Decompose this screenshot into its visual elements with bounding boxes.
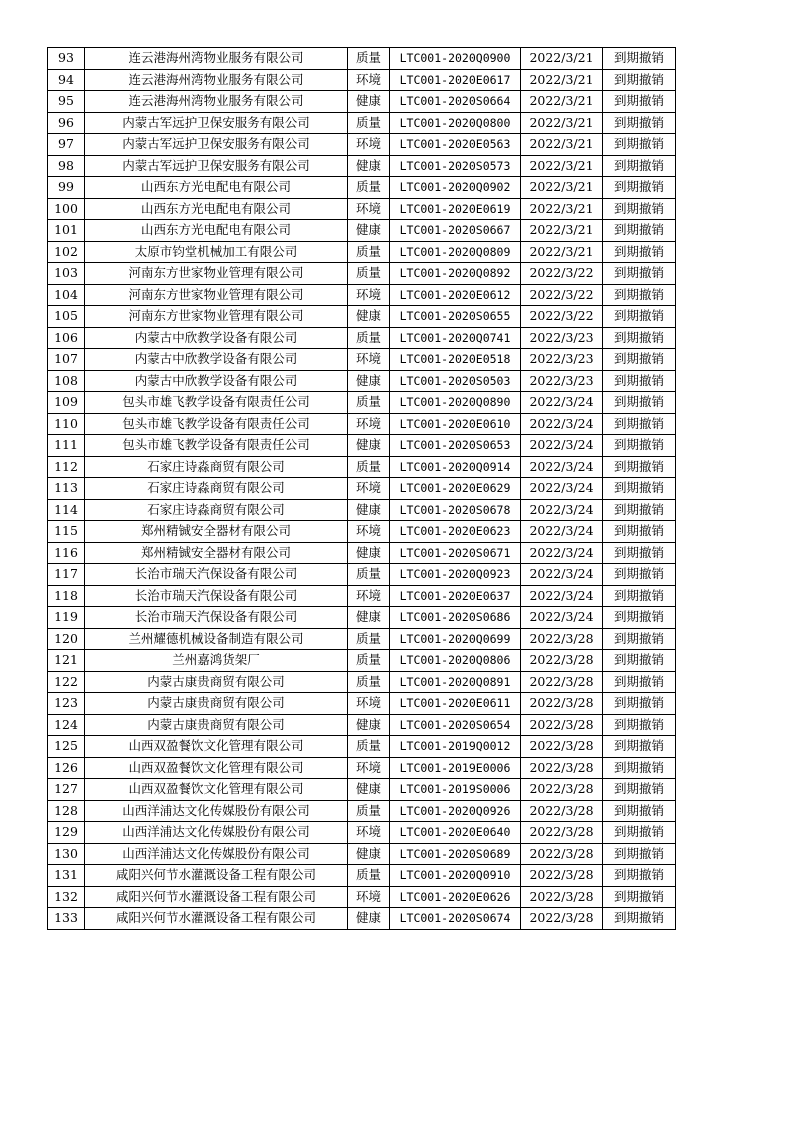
company-name-cell: 山西东方光电配电有限公司 [85, 198, 348, 220]
certification-type-cell: 质量 [348, 241, 390, 263]
table-row [48, 736, 676, 758]
table-row [48, 865, 676, 887]
table-row [48, 112, 676, 134]
revocation-date-cell: 2022/3/28 [521, 671, 603, 693]
certification-type-cell: 质量 [348, 650, 390, 672]
status-cell: 到期撤销 [603, 91, 676, 113]
certification-type-cell: 环境 [348, 757, 390, 779]
certificate-number-cell: LTC001-2020S0664 [390, 91, 521, 113]
certification-type-cell: 环境 [348, 521, 390, 543]
company-name-cell: 山西洋浦达文化传媒股份有限公司 [85, 843, 348, 865]
status-cell: 到期撤销 [603, 435, 676, 457]
certificate-number-cell: LTC001-2020E0640 [390, 822, 521, 844]
certification-type-cell: 质量 [348, 671, 390, 693]
row-number-cell: 99 [48, 177, 85, 199]
certificate-number-cell: LTC001-2020Q0914 [390, 456, 521, 478]
company-name-cell: 山西洋浦达文化传媒股份有限公司 [85, 822, 348, 844]
revocation-date-cell: 2022/3/23 [521, 349, 603, 371]
company-name-cell: 内蒙古康贵商贸有限公司 [85, 671, 348, 693]
certificate-number-cell: LTC001-2020Q0741 [390, 327, 521, 349]
row-number-cell: 94 [48, 69, 85, 91]
certification-type-cell: 质量 [348, 112, 390, 134]
company-name-cell: 内蒙古中欣教学设备有限公司 [85, 349, 348, 371]
status-cell: 到期撤销 [603, 134, 676, 156]
status-cell: 到期撤销 [603, 48, 676, 70]
table-row [48, 499, 676, 521]
certification-type-cell: 环境 [348, 478, 390, 500]
row-number-cell: 123 [48, 693, 85, 715]
company-name-cell: 咸阳兴何节水灌溉设备工程有限公司 [85, 908, 348, 930]
company-name-cell: 包头市雄飞教学设备有限责任公司 [85, 413, 348, 435]
revocation-date-cell: 2022/3/21 [521, 177, 603, 199]
status-cell: 到期撤销 [603, 822, 676, 844]
company-name-cell: 郑州精铖安全器材有限公司 [85, 542, 348, 564]
status-cell: 到期撤销 [603, 69, 676, 91]
table-row [48, 671, 676, 693]
certificate-number-cell: LTC001-2020Q0892 [390, 263, 521, 285]
table-row [48, 714, 676, 736]
table-row [48, 564, 676, 586]
revocation-date-cell: 2022/3/21 [521, 112, 603, 134]
certification-type-cell: 环境 [348, 693, 390, 715]
row-number-cell: 119 [48, 607, 85, 629]
row-number-cell: 108 [48, 370, 85, 392]
table-row [48, 392, 676, 414]
certificate-number-cell: LTC001-2020S0655 [390, 306, 521, 328]
certificate-number-cell: LTC001-2019Q0012 [390, 736, 521, 758]
company-name-cell: 内蒙古军远护卫保安服务有限公司 [85, 112, 348, 134]
revocation-date-cell: 2022/3/21 [521, 220, 603, 242]
table-row [48, 542, 676, 564]
revocation-date-cell: 2022/3/28 [521, 714, 603, 736]
table-row [48, 800, 676, 822]
status-cell: 到期撤销 [603, 865, 676, 887]
table-row [48, 69, 676, 91]
certification-type-cell: 健康 [348, 542, 390, 564]
certification-type-cell: 质量 [348, 392, 390, 414]
table-row [48, 134, 676, 156]
status-cell: 到期撤销 [603, 413, 676, 435]
table-row [48, 370, 676, 392]
company-name-cell: 内蒙古中欣教学设备有限公司 [85, 327, 348, 349]
certificate-number-cell: LTC001-2020Q0910 [390, 865, 521, 887]
certification-type-cell: 质量 [348, 800, 390, 822]
status-cell: 到期撤销 [603, 306, 676, 328]
certification-type-cell: 质量 [348, 327, 390, 349]
certification-type-cell: 环境 [348, 284, 390, 306]
certification-type-cell: 环境 [348, 198, 390, 220]
revocation-date-cell: 2022/3/28 [521, 779, 603, 801]
certificate-number-cell: LTC001-2020Q0902 [390, 177, 521, 199]
row-number-cell: 128 [48, 800, 85, 822]
certification-type-cell: 健康 [348, 607, 390, 629]
certification-type-cell: 健康 [348, 306, 390, 328]
certification-type-cell: 环境 [348, 886, 390, 908]
status-cell: 到期撤销 [603, 478, 676, 500]
status-cell: 到期撤销 [603, 370, 676, 392]
table-row [48, 91, 676, 113]
status-cell: 到期撤销 [603, 607, 676, 629]
revocation-date-cell: 2022/3/21 [521, 241, 603, 263]
status-cell: 到期撤销 [603, 736, 676, 758]
certificate-table [47, 47, 676, 930]
table-row [48, 628, 676, 650]
certificate-number-cell: LTC001-2020S0503 [390, 370, 521, 392]
revocation-date-cell: 2022/3/24 [521, 478, 603, 500]
status-cell: 到期撤销 [603, 542, 676, 564]
revocation-date-cell: 2022/3/21 [521, 198, 603, 220]
row-number-cell: 117 [48, 564, 85, 586]
status-cell: 到期撤销 [603, 241, 676, 263]
table-row [48, 284, 676, 306]
certification-type-cell: 质量 [348, 48, 390, 70]
certificate-number-cell: LTC001-2020S0686 [390, 607, 521, 629]
row-number-cell: 93 [48, 48, 85, 70]
status-cell: 到期撤销 [603, 327, 676, 349]
company-name-cell: 咸阳兴何节水灌溉设备工程有限公司 [85, 865, 348, 887]
row-number-cell: 121 [48, 650, 85, 672]
revocation-date-cell: 2022/3/28 [521, 757, 603, 779]
revocation-date-cell: 2022/3/24 [521, 435, 603, 457]
certification-type-cell: 健康 [348, 499, 390, 521]
row-number-cell: 110 [48, 413, 85, 435]
table-row [48, 757, 676, 779]
certificate-number-cell: LTC001-2020Q0900 [390, 48, 521, 70]
row-number-cell: 116 [48, 542, 85, 564]
status-cell: 到期撤销 [603, 499, 676, 521]
status-cell: 到期撤销 [603, 392, 676, 414]
certification-type-cell: 环境 [348, 134, 390, 156]
certificate-number-cell: LTC001-2020S0654 [390, 714, 521, 736]
row-number-cell: 101 [48, 220, 85, 242]
certification-type-cell: 质量 [348, 564, 390, 586]
certificate-number-cell: LTC001-2020S0667 [390, 220, 521, 242]
revocation-date-cell: 2022/3/28 [521, 650, 603, 672]
row-number-cell: 112 [48, 456, 85, 478]
revocation-date-cell: 2022/3/28 [521, 628, 603, 650]
table-row [48, 693, 676, 715]
row-number-cell: 125 [48, 736, 85, 758]
company-name-cell: 咸阳兴何节水灌溉设备工程有限公司 [85, 886, 348, 908]
revocation-date-cell: 2022/3/28 [521, 886, 603, 908]
table-row [48, 327, 676, 349]
certificate-number-cell: LTC001-2019S0006 [390, 779, 521, 801]
certification-type-cell: 质量 [348, 736, 390, 758]
table-row [48, 779, 676, 801]
table-row [48, 48, 676, 70]
certification-type-cell: 质量 [348, 456, 390, 478]
certificate-number-cell: LTC001-2020Q0809 [390, 241, 521, 263]
table-row [48, 435, 676, 457]
certification-type-cell: 健康 [348, 155, 390, 177]
certificate-number-cell: LTC001-2020Q0891 [390, 671, 521, 693]
certificate-number-cell: LTC001-2019E0006 [390, 757, 521, 779]
row-number-cell: 100 [48, 198, 85, 220]
revocation-date-cell: 2022/3/23 [521, 370, 603, 392]
revocation-date-cell: 2022/3/22 [521, 263, 603, 285]
company-name-cell: 山西双盈餐饮文化管理有限公司 [85, 757, 348, 779]
row-number-cell: 126 [48, 757, 85, 779]
company-name-cell: 连云港海州湾物业服务有限公司 [85, 69, 348, 91]
row-number-cell: 115 [48, 521, 85, 543]
company-name-cell: 河南东方世家物业管理有限公司 [85, 284, 348, 306]
company-name-cell: 山西洋浦达文化传媒股份有限公司 [85, 800, 348, 822]
revocation-date-cell: 2022/3/24 [521, 521, 603, 543]
certification-type-cell: 健康 [348, 779, 390, 801]
table-row [48, 843, 676, 865]
certificate-number-cell: LTC001-2020Q0699 [390, 628, 521, 650]
table-row [48, 585, 676, 607]
certificate-number-cell: LTC001-2020E0637 [390, 585, 521, 607]
company-name-cell: 包头市雄飞教学设备有限责任公司 [85, 392, 348, 414]
table-row [48, 263, 676, 285]
row-number-cell: 132 [48, 886, 85, 908]
certificate-number-cell: LTC001-2020Q0800 [390, 112, 521, 134]
certificate-number-cell: LTC001-2020S0671 [390, 542, 521, 564]
revocation-date-cell: 2022/3/24 [521, 392, 603, 414]
table-row [48, 155, 676, 177]
company-name-cell: 山西东方光电配电有限公司 [85, 220, 348, 242]
certificate-number-cell: LTC001-2020E0612 [390, 284, 521, 306]
row-number-cell: 102 [48, 241, 85, 263]
certificate-number-cell: LTC001-2020Q0806 [390, 650, 521, 672]
table-row [48, 908, 676, 930]
row-number-cell: 97 [48, 134, 85, 156]
company-name-cell: 内蒙古康贵商贸有限公司 [85, 714, 348, 736]
revocation-date-cell: 2022/3/21 [521, 91, 603, 113]
revocation-date-cell: 2022/3/22 [521, 284, 603, 306]
table-row [48, 220, 676, 242]
status-cell: 到期撤销 [603, 886, 676, 908]
certification-type-cell: 环境 [348, 69, 390, 91]
company-name-cell: 内蒙古军远护卫保安服务有限公司 [85, 134, 348, 156]
company-name-cell: 太原市钧堂机械加工有限公司 [85, 241, 348, 263]
row-number-cell: 109 [48, 392, 85, 414]
certificate-number-cell: LTC001-2020E0611 [390, 693, 521, 715]
certification-type-cell: 环境 [348, 585, 390, 607]
table-row [48, 886, 676, 908]
certification-type-cell: 健康 [348, 370, 390, 392]
row-number-cell: 105 [48, 306, 85, 328]
company-name-cell: 长治市瑞天汽保设备有限公司 [85, 564, 348, 586]
status-cell: 到期撤销 [603, 585, 676, 607]
table-row [48, 306, 676, 328]
row-number-cell: 114 [48, 499, 85, 521]
row-number-cell: 120 [48, 628, 85, 650]
certification-type-cell: 健康 [348, 91, 390, 113]
table-row [48, 521, 676, 543]
company-name-cell: 长治市瑞天汽保设备有限公司 [85, 585, 348, 607]
company-name-cell: 兰州嘉鸿货架厂 [85, 650, 348, 672]
status-cell: 到期撤销 [603, 779, 676, 801]
status-cell: 到期撤销 [603, 284, 676, 306]
table-row [48, 349, 676, 371]
status-cell: 到期撤销 [603, 843, 676, 865]
company-name-cell: 山西东方光电配电有限公司 [85, 177, 348, 199]
certification-type-cell: 环境 [348, 349, 390, 371]
status-cell: 到期撤销 [603, 693, 676, 715]
row-number-cell: 113 [48, 478, 85, 500]
revocation-date-cell: 2022/3/24 [521, 413, 603, 435]
company-name-cell: 河南东方世家物业管理有限公司 [85, 263, 348, 285]
revocation-date-cell: 2022/3/28 [521, 736, 603, 758]
revocation-date-cell: 2022/3/24 [521, 542, 603, 564]
status-cell: 到期撤销 [603, 757, 676, 779]
status-cell: 到期撤销 [603, 456, 676, 478]
certificate-number-cell: LTC001-2020Q0926 [390, 800, 521, 822]
company-name-cell: 包头市雄飞教学设备有限责任公司 [85, 435, 348, 457]
status-cell: 到期撤销 [603, 714, 676, 736]
certificate-number-cell: LTC001-2020E0619 [390, 198, 521, 220]
certification-type-cell: 质量 [348, 628, 390, 650]
certificate-number-cell: LTC001-2020S0689 [390, 843, 521, 865]
certificate-number-cell: LTC001-2020S0674 [390, 908, 521, 930]
status-cell: 到期撤销 [603, 521, 676, 543]
revocation-date-cell: 2022/3/28 [521, 693, 603, 715]
table-row [48, 650, 676, 672]
status-cell: 到期撤销 [603, 671, 676, 693]
table-row [48, 822, 676, 844]
revocation-date-cell: 2022/3/24 [521, 456, 603, 478]
revocation-date-cell: 2022/3/24 [521, 607, 603, 629]
company-name-cell: 郑州精铖安全器材有限公司 [85, 521, 348, 543]
status-cell: 到期撤销 [603, 177, 676, 199]
revocation-date-cell: 2022/3/21 [521, 69, 603, 91]
status-cell: 到期撤销 [603, 800, 676, 822]
table-row [48, 413, 676, 435]
row-number-cell: 103 [48, 263, 85, 285]
table-row [48, 177, 676, 199]
row-number-cell: 104 [48, 284, 85, 306]
company-name-cell: 石家庄诗淼商贸有限公司 [85, 456, 348, 478]
status-cell: 到期撤销 [603, 650, 676, 672]
certification-type-cell: 质量 [348, 177, 390, 199]
company-name-cell: 山西双盈餐饮文化管理有限公司 [85, 779, 348, 801]
certificate-number-cell: LTC001-2020Q0890 [390, 392, 521, 414]
row-number-cell: 95 [48, 91, 85, 113]
row-number-cell: 122 [48, 671, 85, 693]
revocation-date-cell: 2022/3/24 [521, 585, 603, 607]
certificate-number-cell: LTC001-2020E0623 [390, 521, 521, 543]
status-cell: 到期撤销 [603, 263, 676, 285]
revocation-date-cell: 2022/3/28 [521, 865, 603, 887]
row-number-cell: 96 [48, 112, 85, 134]
revocation-date-cell: 2022/3/21 [521, 48, 603, 70]
certification-type-cell: 环境 [348, 413, 390, 435]
status-cell: 到期撤销 [603, 220, 676, 242]
company-name-cell: 内蒙古中欣教学设备有限公司 [85, 370, 348, 392]
row-number-cell: 98 [48, 155, 85, 177]
row-number-cell: 129 [48, 822, 85, 844]
company-name-cell: 内蒙古军远护卫保安服务有限公司 [85, 155, 348, 177]
table-row [48, 607, 676, 629]
table-row [48, 241, 676, 263]
revocation-date-cell: 2022/3/28 [521, 822, 603, 844]
revocation-date-cell: 2022/3/23 [521, 327, 603, 349]
status-cell: 到期撤销 [603, 908, 676, 930]
certificate-number-cell: LTC001-2020E0617 [390, 69, 521, 91]
revocation-date-cell: 2022/3/28 [521, 908, 603, 930]
status-cell: 到期撤销 [603, 155, 676, 177]
table-body [48, 48, 676, 930]
status-cell: 到期撤销 [603, 112, 676, 134]
certification-type-cell: 健康 [348, 843, 390, 865]
company-name-cell: 长治市瑞天汽保设备有限公司 [85, 607, 348, 629]
revocation-date-cell: 2022/3/28 [521, 843, 603, 865]
certificate-number-cell: LTC001-2020Q0923 [390, 564, 521, 586]
certification-type-cell: 健康 [348, 435, 390, 457]
company-name-cell: 山西双盈餐饮文化管理有限公司 [85, 736, 348, 758]
company-name-cell: 石家庄诗淼商贸有限公司 [85, 499, 348, 521]
row-number-cell: 111 [48, 435, 85, 457]
company-name-cell: 河南东方世家物业管理有限公司 [85, 306, 348, 328]
revocation-date-cell: 2022/3/28 [521, 800, 603, 822]
status-cell: 到期撤销 [603, 628, 676, 650]
status-cell: 到期撤销 [603, 198, 676, 220]
row-number-cell: 118 [48, 585, 85, 607]
certificate-number-cell: LTC001-2020E0629 [390, 478, 521, 500]
company-name-cell: 兰州耀德机械设备制造有限公司 [85, 628, 348, 650]
table-row [48, 198, 676, 220]
row-number-cell: 130 [48, 843, 85, 865]
certificate-number-cell: LTC001-2020E0626 [390, 886, 521, 908]
company-name-cell: 内蒙古康贵商贸有限公司 [85, 693, 348, 715]
company-name-cell: 连云港海州湾物业服务有限公司 [85, 48, 348, 70]
certification-type-cell: 健康 [348, 714, 390, 736]
certificate-number-cell: LTC001-2020E0518 [390, 349, 521, 371]
revocation-date-cell: 2022/3/21 [521, 134, 603, 156]
certificate-number-cell: LTC001-2020E0563 [390, 134, 521, 156]
revocation-date-cell: 2022/3/21 [521, 155, 603, 177]
certificate-number-cell: LTC001-2020S0573 [390, 155, 521, 177]
revocation-date-cell: 2022/3/24 [521, 564, 603, 586]
table-row [48, 478, 676, 500]
certification-type-cell: 健康 [348, 220, 390, 242]
row-number-cell: 106 [48, 327, 85, 349]
status-cell: 到期撤销 [603, 564, 676, 586]
company-name-cell: 连云港海州湾物业服务有限公司 [85, 91, 348, 113]
certification-type-cell: 质量 [348, 263, 390, 285]
row-number-cell: 107 [48, 349, 85, 371]
certification-type-cell: 质量 [348, 865, 390, 887]
row-number-cell: 124 [48, 714, 85, 736]
certificate-number-cell: LTC001-2020S0678 [390, 499, 521, 521]
row-number-cell: 133 [48, 908, 85, 930]
row-number-cell: 131 [48, 865, 85, 887]
certification-type-cell: 环境 [348, 822, 390, 844]
certificate-number-cell: LTC001-2020E0610 [390, 413, 521, 435]
table-row [48, 456, 676, 478]
certificate-number-cell: LTC001-2020S0653 [390, 435, 521, 457]
row-number-cell: 127 [48, 779, 85, 801]
company-name-cell: 石家庄诗淼商贸有限公司 [85, 478, 348, 500]
revocation-date-cell: 2022/3/22 [521, 306, 603, 328]
revocation-date-cell: 2022/3/24 [521, 499, 603, 521]
certification-type-cell: 健康 [348, 908, 390, 930]
status-cell: 到期撤销 [603, 349, 676, 371]
